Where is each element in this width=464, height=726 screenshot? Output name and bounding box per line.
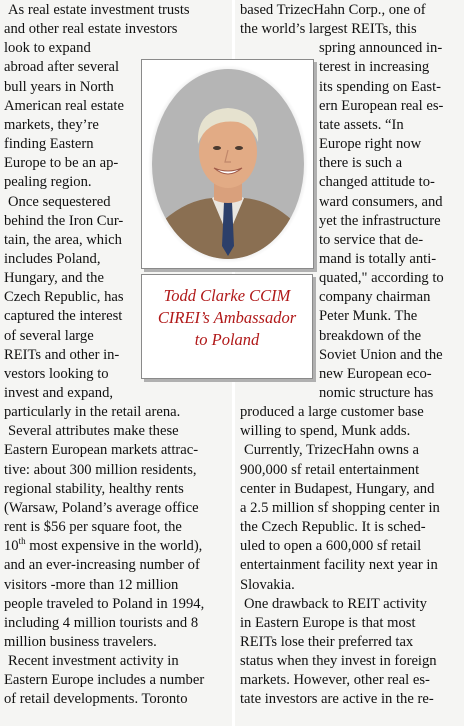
left-column-line: markets, they’re bbox=[4, 116, 99, 133]
left-column-line: tive: about 300 million residents, bbox=[4, 461, 197, 478]
left-column-line: and other real estate investors bbox=[4, 21, 178, 38]
left-column-line: pealing region. bbox=[4, 174, 92, 191]
right-column-line: based TrizecHahn Corp., one of bbox=[240, 2, 426, 18]
left-column-line: of retail developments. Toronto bbox=[4, 691, 188, 708]
right-column-line: ward consumers, and bbox=[319, 193, 443, 210]
left-column-line: and an ever-increasing number of bbox=[4, 557, 200, 574]
right-column-line: REITs lose their preferred tax bbox=[240, 633, 414, 650]
left-column-line: rent is $56 per square foot, the bbox=[4, 519, 182, 536]
caption-title: CIREI’s Ambassador bbox=[157, 308, 297, 327]
right-column-line: markets. However, other real es- bbox=[240, 672, 430, 689]
left-column-line: REITs and other in- bbox=[4, 346, 120, 363]
left-column-line: Europe to be an ap- bbox=[4, 155, 119, 172]
right-column-line: ern European real es- bbox=[319, 97, 444, 114]
right-column-line: Peter Munk. The bbox=[319, 308, 418, 325]
author-photo-frame bbox=[141, 59, 314, 269]
right-column-line: Europe right now bbox=[319, 136, 422, 153]
right-column-line: there is such a bbox=[319, 155, 403, 172]
right-column-line: in Eastern Europe is that most bbox=[240, 614, 416, 631]
right-column-line: spring announced in- bbox=[319, 40, 443, 57]
left-column-line: particularly in the retail arena. bbox=[4, 404, 181, 421]
left-column-line: As real estate investment trusts bbox=[8, 2, 190, 18]
right-column-line: Currently, TrizecHahn owns a bbox=[244, 442, 419, 459]
right-column-line: willing to spend, Munk adds. bbox=[240, 423, 411, 440]
right-column-line: Slovakia. bbox=[240, 576, 295, 593]
right-column-line: the world’s largest REITs, this bbox=[240, 21, 417, 38]
left-column-line: Recent investment activity in bbox=[8, 653, 179, 670]
left-column-line: Eastern Europe includes a number bbox=[4, 672, 205, 689]
left-column-line: abroad after several bbox=[4, 59, 120, 76]
left-column-line: Hungary, and the bbox=[4, 270, 104, 287]
left-column-line: of several large bbox=[4, 327, 94, 344]
left-column-line: look to expand bbox=[4, 40, 91, 57]
right-column-line: to service that de- bbox=[319, 231, 424, 248]
right-column-line: tate investors are active in the re- bbox=[240, 691, 434, 708]
author-portrait-image bbox=[142, 60, 313, 268]
right-column-line: company chairman bbox=[319, 289, 431, 306]
right-column-line: 900,000 sf retail entertainment bbox=[240, 461, 420, 478]
left-column-line: Czech Republic, has bbox=[4, 289, 124, 306]
left-column-line: finding Eastern bbox=[4, 136, 94, 153]
left-column-line: (Warsaw, Poland’s average office bbox=[4, 499, 199, 516]
left-column-line: behind the Iron Cur- bbox=[4, 212, 124, 229]
right-column-line: its spending on East- bbox=[319, 78, 442, 95]
right-column-line: a 2.5 million sf shopping center in bbox=[240, 499, 440, 516]
left-column-line: Several attributes make these bbox=[8, 423, 179, 440]
right-column-line: uled to open a 600,000 sf retail bbox=[240, 538, 422, 555]
left-column-line: vestors looking to bbox=[4, 365, 109, 382]
right-column-line: One drawback to REIT activity bbox=[244, 595, 427, 612]
left-column-line: Once sequestered bbox=[8, 193, 111, 210]
left-column-line: tain, the area, which bbox=[4, 231, 122, 248]
right-column-line: yet the infrastructure bbox=[319, 212, 441, 229]
right-column-line: the Czech Republic. It is sched- bbox=[240, 519, 426, 536]
right-column-line: mand is totally anti- bbox=[319, 250, 437, 267]
left-column-line: regional stability, healthy rents bbox=[4, 480, 184, 497]
left-column-line: American real estate bbox=[4, 97, 124, 114]
left-column-line: visitors -more than 12 million bbox=[4, 576, 179, 593]
left-column-line: captured the interest bbox=[4, 308, 123, 325]
right-column-line: nomic structure has bbox=[319, 385, 434, 401]
caption-location: to Poland bbox=[194, 330, 260, 349]
right-column-line: produced a large customer base bbox=[240, 404, 424, 421]
right-column-line: changed attitude to- bbox=[319, 174, 435, 191]
right-column-line: status when they invest in foreign bbox=[240, 653, 437, 670]
left-column-line: Eastern European markets attrac- bbox=[4, 442, 199, 459]
left-column-line: 10th most expensive in the world), bbox=[4, 536, 203, 555]
left-column-line: bull years in North bbox=[4, 78, 114, 95]
right-column-line: entertainment facility next year in bbox=[240, 557, 438, 574]
right-column-line: center in Budapest, Hungary, and bbox=[240, 480, 435, 497]
left-column-line: million business travelers. bbox=[4, 633, 157, 650]
left-column-line: includes Poland, bbox=[4, 250, 101, 267]
right-column-line: new European eco- bbox=[319, 365, 432, 382]
caption-name: Todd Clarke CCIM bbox=[163, 286, 291, 305]
left-column-line: invest and expand, bbox=[4, 385, 114, 401]
right-column-line: tate assets. “In bbox=[319, 116, 404, 133]
right-column-line: terest in increasing bbox=[319, 59, 430, 76]
photo-caption-box bbox=[141, 274, 313, 379]
right-column-line: quated," according to bbox=[319, 270, 444, 287]
left-column-line: including 4 million tourists and 8 bbox=[4, 614, 199, 631]
right-column-line: breakdown of the bbox=[319, 327, 422, 344]
right-column-line: Soviet Union and the bbox=[319, 346, 443, 363]
left-column-line: people traveled to Poland in 1994, bbox=[4, 595, 205, 612]
